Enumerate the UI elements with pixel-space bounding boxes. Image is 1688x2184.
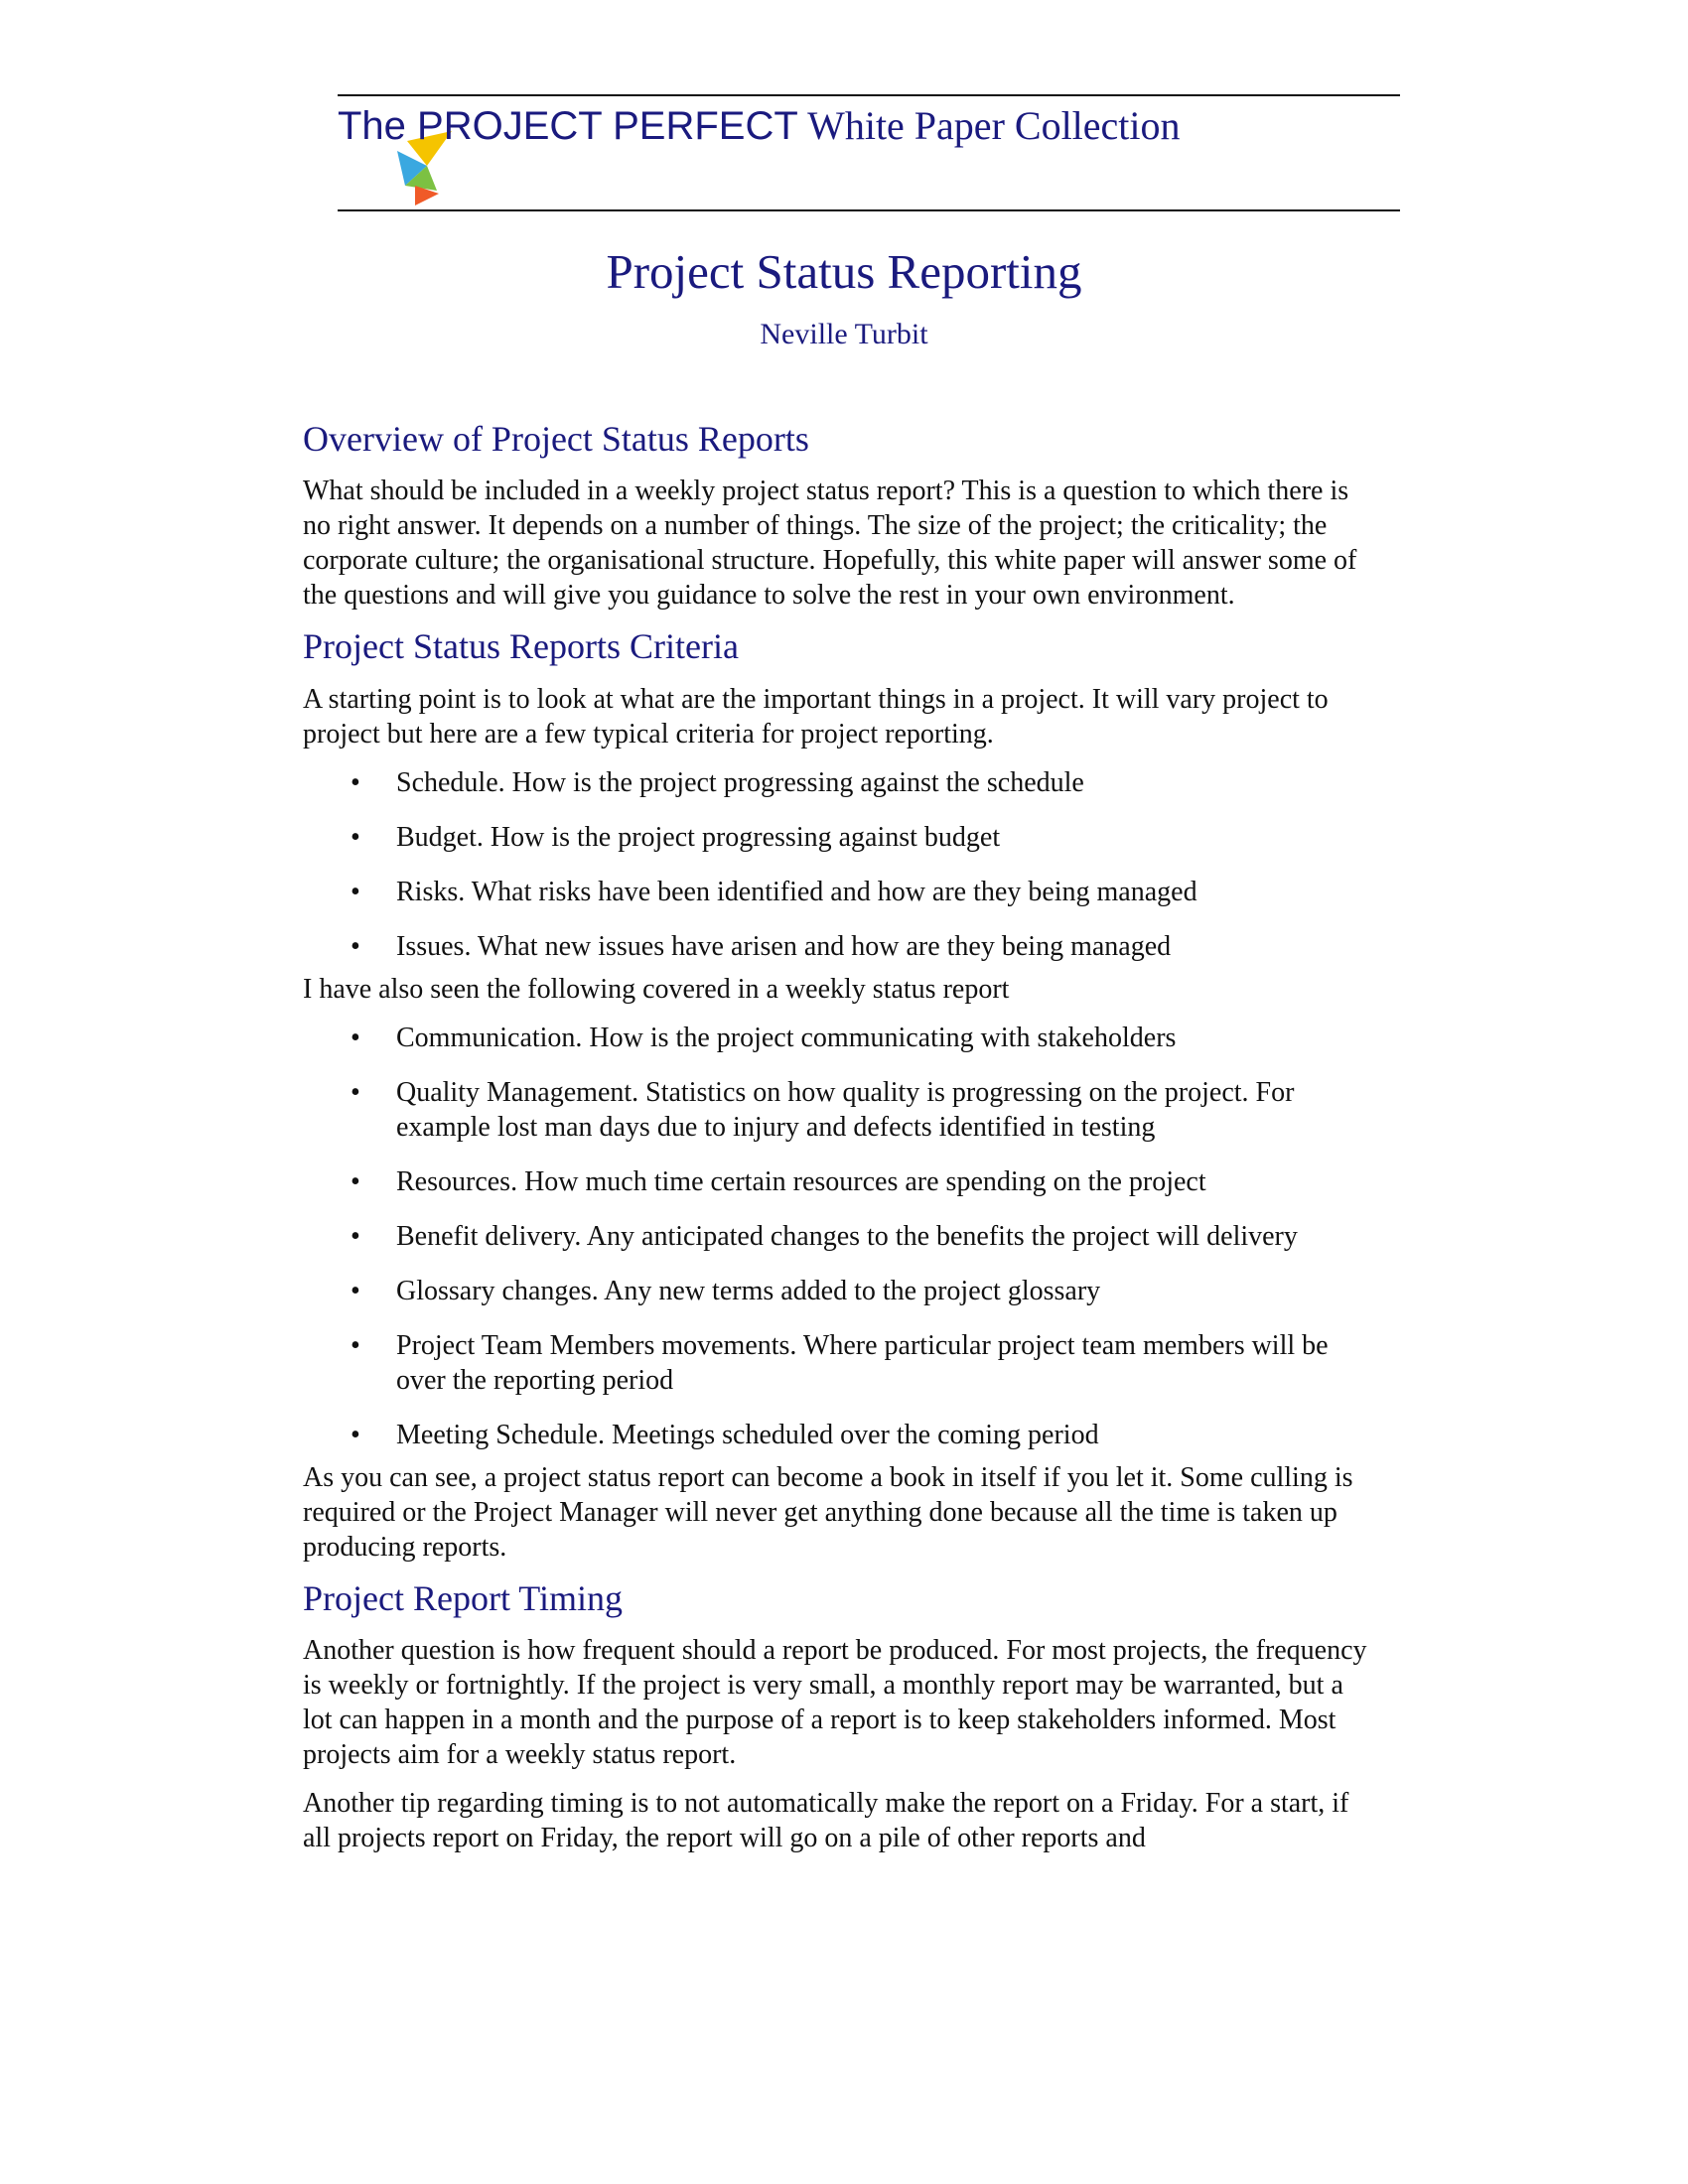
bullet-icon: • [351,821,360,853]
list-item [303,1164,1375,1199]
section-heading-timing: Project Report Timing [303,1577,624,1618]
document-title: Project Status Reporting [606,244,1082,299]
also-covered-list [303,1021,1375,1452]
bullet-icon: • [351,1022,360,1053]
brand-suffix: White Paper Collection [797,103,1181,148]
list-item [303,1274,1375,1308]
bullet-icon: • [351,1275,360,1306]
paragraph-also-covered: I have also seen the following covered in a weekly status report [303,973,1010,1005]
document-author: Neville Turbit [760,318,928,350]
paragraph-overview: What should be included in a weekly project status report? This is a question to which there is no right answer. It depends on a number of things. The size of the project; the criticality; the corporate culture; the organisational structure. Hopefully, this white paper will answer some of the questions and will give you guidance to solve the rest in your own environment. [303,476,1357,612]
criteria-list [303,765,1375,964]
list-item-text: Schedule. How is the project progressing against the schedule [396,766,1084,798]
brand-line [338,103,1181,148]
list-item [303,1021,1375,1055]
list-item [303,875,1375,909]
bullet-icon: • [351,766,360,798]
list-item [303,765,1375,800]
bullet-icon: • [351,1220,360,1252]
document-header [338,94,1400,211]
paragraph-timing-1: Another question is how frequent should a report be produced. For most projects, the frequency is weekly or fortnightly. If the project is very small, a monthly report may be warranted, but a lot can happen in a month and the purpose of a report is to keep stakeholders informed. Most projects aim for a weekly status report. [303,1635,1367,1771]
paragraph-criteria-intro: A starting point is to look at what are the important things in a project. It will vary project to project but here are a few typical criteria for project reporting. [303,683,1329,750]
document-body [303,419,1375,1869]
list-item-text: Risks. What risks have been identified and how are they being managed [396,876,1197,907]
bullet-icon: • [351,1076,360,1108]
list-item [303,1075,1375,1145]
bullet-icon: • [351,930,360,962]
paragraph-criteria-closing: As you can see, a project status report can become a book in itself if you let it. Some culling is required or the Project Manager will never get anything done because all the time is taken up producing reports. [303,1461,1353,1563]
list-item-text: Budget. How is the project progressing against budget [396,821,1001,853]
list-item-text: Resources. How much time certain resources are spending on the project [396,1165,1206,1197]
list-item-text: Meeting Schedule. Meetings scheduled over the coming period [396,1419,1099,1450]
list-item-text: Quality Management. Statistics on how quality is progressing on the project. For example lost man days due to injury and defects identified in testing [396,1076,1295,1143]
bullet-icon: • [351,1165,360,1197]
section-heading-criteria: Project Status Reports Criteria [303,626,739,667]
list-item [303,1328,1375,1398]
paragraph-timing-2: Another tip regarding timing is to not automatically make the report on a Friday. For a start, if all projects report on Friday, the report will go on a pile of other reports and [303,1788,1349,1854]
list-item [303,1418,1375,1452]
brand-name: PROJECT PERFECT [417,104,798,148]
list-item-text: Glossary changes. Any new terms added to the project glossary [396,1275,1101,1306]
list-item [303,929,1375,964]
bullet-icon: • [351,876,360,907]
list-item-text: Issues. What new issues have arisen and how are they being managed [396,930,1172,962]
list-item-text: Communication. How is the project communicating with stakeholders [396,1022,1177,1053]
bullet-icon: • [351,1329,360,1361]
section-heading-overview: Overview of Project Status Reports [303,419,809,459]
list-item-text: Benefit delivery. Any anticipated changes to the benefits the project will delivery [396,1220,1298,1252]
brand-the: The [338,104,418,148]
list-item [303,820,1375,855]
bullet-icon: • [351,1419,360,1450]
list-item-text: Project Team Members movements. Where particular project team members will be over the reporting period [396,1329,1329,1396]
list-item [303,1219,1375,1254]
